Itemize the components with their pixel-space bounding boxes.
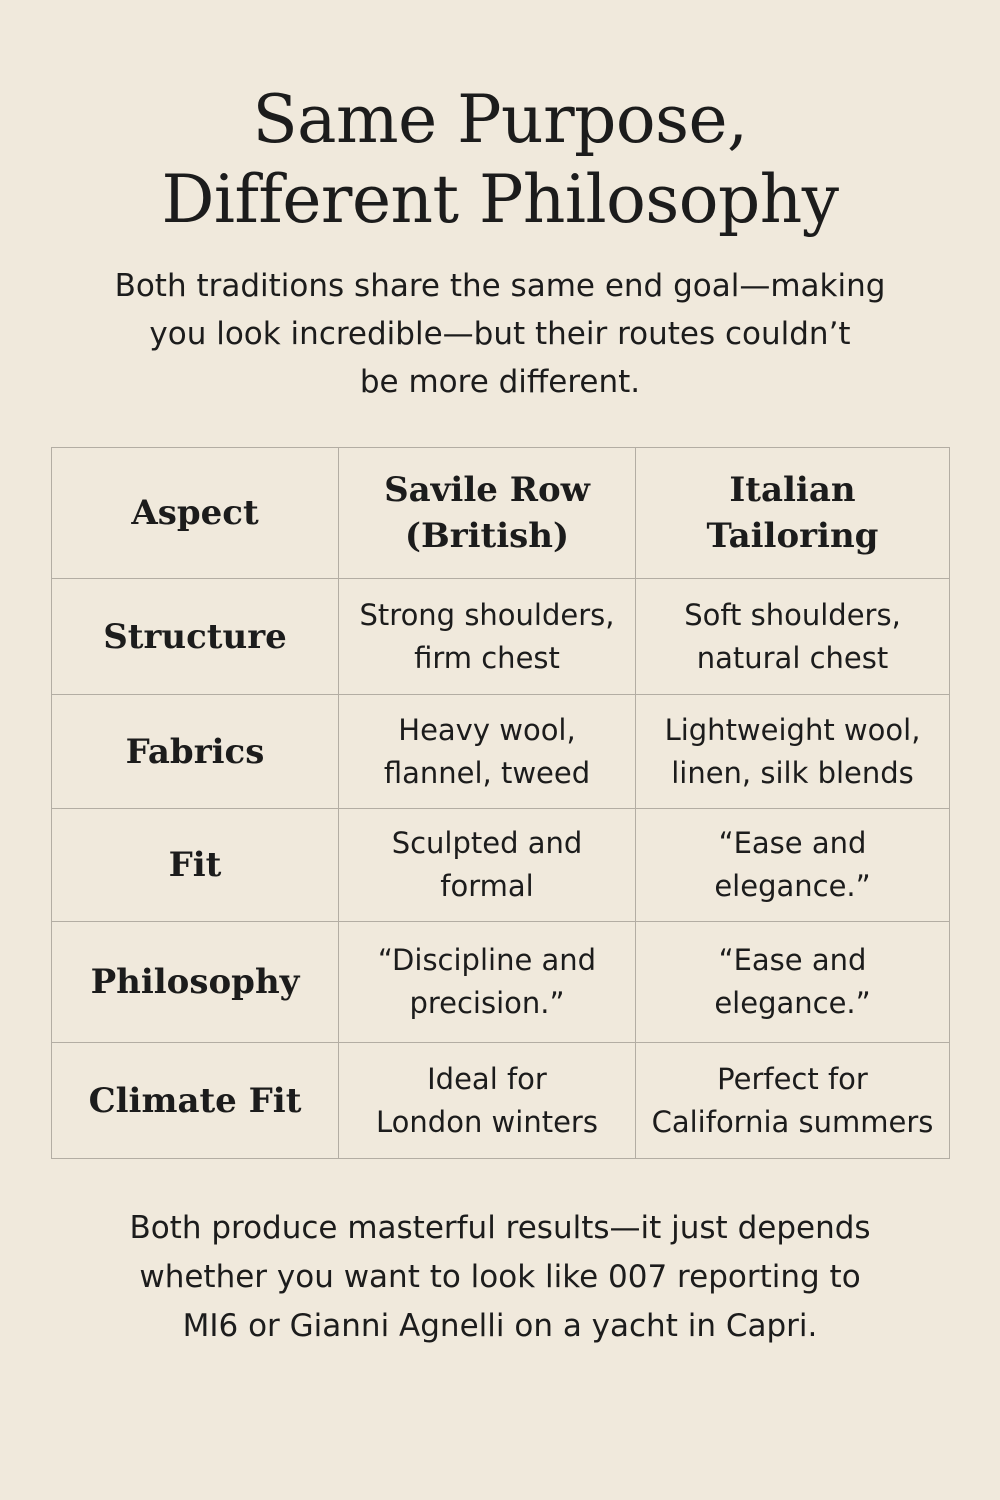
header-aspect-label: Aspect — [131, 493, 259, 533]
header-savile-line-2: (British) — [404, 516, 570, 556]
italian-philosophy — [636, 922, 950, 1043]
cell-line: Lightweight wool, — [664, 712, 921, 747]
cell-line: Ideal for — [427, 1061, 547, 1096]
italian-fabrics — [636, 695, 950, 809]
header-aspect — [52, 448, 339, 579]
table-row-structure — [52, 579, 950, 695]
page-title — [0, 80, 1000, 240]
title-line-1: Same Purpose, — [252, 81, 748, 158]
intro-line-3: be more different. — [359, 364, 641, 400]
cell-line: London winters — [376, 1104, 598, 1139]
cell-line: natural chest — [696, 640, 889, 675]
cell-line: elegance.” — [714, 869, 871, 903]
savile-fit — [339, 809, 636, 922]
cell-line: “Discipline and — [377, 943, 597, 977]
table-row-fit — [52, 809, 950, 922]
cell-line: Perfect for — [717, 1061, 868, 1096]
intro-paragraph — [100, 262, 900, 406]
cell-line: Soft shoulders, — [684, 597, 901, 632]
header-italian-line-1: Italian — [729, 470, 856, 510]
cell-line: Sculpted and — [391, 826, 583, 860]
cell-line: formal — [440, 869, 534, 903]
table-row-fabrics — [52, 695, 950, 809]
aspect-structure: Structure — [52, 579, 339, 695]
cell-line: Heavy wool, — [398, 712, 576, 747]
cell-line: firm chest — [414, 640, 560, 675]
cell-line: linen, silk blends — [671, 755, 914, 790]
outro-line-3: MI6 or Gianni Agnelli on a yacht in Capri. — [182, 1308, 818, 1344]
cell-line: flannel, tweed — [383, 755, 591, 790]
aspect-climate-fit: Climate Fit — [52, 1043, 339, 1159]
italian-structure — [636, 579, 950, 695]
outro-line-2: whether you want to look like 007 reporting to — [139, 1259, 861, 1295]
savile-philosophy — [339, 922, 636, 1043]
cell-line: “Ease and — [718, 943, 867, 977]
cell-line: Strong shoulders, — [359, 597, 615, 632]
table-header-row — [52, 448, 950, 579]
cell-line: “Ease and — [718, 826, 867, 860]
outro-line-1: Both produce masterful results—it just depends — [129, 1210, 871, 1246]
cell-line: California summers — [651, 1104, 934, 1139]
closing-paragraph — [80, 1204, 920, 1351]
table-row-philosophy — [52, 922, 950, 1043]
savile-climate-fit — [339, 1043, 636, 1159]
aspect-fabrics: Fabrics — [52, 695, 339, 809]
intro-line-1: Both traditions share the same end goal—making — [114, 268, 886, 304]
italian-fit — [636, 809, 950, 922]
header-savile-row — [339, 448, 636, 579]
italian-climate-fit — [636, 1043, 950, 1159]
header-italian-tailoring — [636, 448, 950, 579]
table-row-climate-fit — [52, 1043, 950, 1159]
savile-structure — [339, 579, 636, 695]
aspect-philosophy: Philosophy — [52, 922, 339, 1043]
comparison-table — [51, 447, 950, 1159]
header-savile-line-1: Savile Row — [384, 470, 590, 510]
header-italian-line-2: Tailoring — [706, 516, 879, 556]
intro-line-2: you look incredible—but their routes couldn’t — [149, 316, 851, 352]
title-line-2: Different Philosophy — [161, 161, 839, 238]
savile-fabrics — [339, 695, 636, 809]
cell-line: elegance.” — [714, 986, 871, 1020]
aspect-fit: Fit — [52, 809, 339, 922]
cell-line: precision.” — [409, 986, 565, 1020]
